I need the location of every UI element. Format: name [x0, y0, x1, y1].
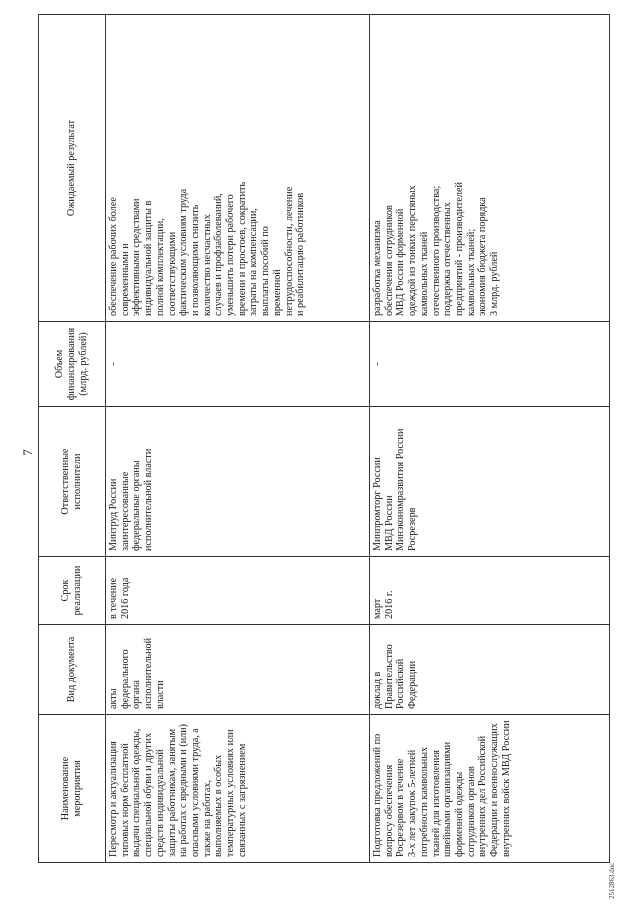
cell-term: март 2016 г. — [370, 557, 610, 625]
cell-executors: Минпромторг России МВД России Минэкономразвития России Росрезерв — [370, 407, 610, 557]
cell-result: обеспечение рабочих более современными и эффективными средствами индивидуальной защиты в полной комплектации, соответствующими фактическим условиям труда и позволяющими снизить количество несчастных случаев и профзаболеваний, уменьшить потери рабочего времени и простоев, сократить затраты на компенсации, выплаты пособий по временной нетрудоспособности, лечение и реабилитацию работников — [106, 15, 370, 322]
measures-table — [38, 14, 610, 863]
cell-funding: - — [370, 322, 610, 407]
table-row — [370, 15, 610, 863]
header-result: Ожидаемый результат — [39, 15, 106, 322]
header-executors: Ответственные исполнители — [39, 407, 106, 557]
header-term: Срок реализации — [39, 557, 106, 625]
page-number: 7 — [20, 449, 35, 456]
header-doc-type: Вид документа — [39, 625, 106, 715]
cell-term: в течение 2016 года — [106, 557, 370, 625]
cell-result: разработка механизма обеспечения сотрудников МВД России форменной одеждой из тонких перстяных камвольных тканей отечественного производства; поддержка отечественных предприятий - производителей камвольных тканей; экономия бюджета порядка 3 млрд. рублей — [370, 15, 610, 322]
cell-doc-type: акты федерального органа исполнительной власти — [106, 625, 370, 715]
header-name: Наименование мероприятия — [39, 715, 106, 863]
cell-funding: - — [106, 322, 370, 407]
table-header-row — [39, 15, 106, 863]
cell-name: Подготовка предложений по вопросу обеспечения Росрезервом в течение 3-х лет закупок 5-летней потребности камвольных тканей для изготовления швейными организациями форменной одежды сотрудников органов внутренних дел Российской Федерации и военнослужащих внутренних войск МВД России — [370, 715, 610, 863]
cell-executors: Минтруд России заинтересованные федеральные органы исполнительной власти — [106, 407, 370, 557]
header-funding: Объем финансирования (млрд. рублей) — [39, 322, 106, 407]
cell-doc-type: доклад в Правительство Российской Федерации — [370, 625, 610, 715]
table-row — [106, 15, 370, 863]
cell-name: Пересмотр и актуализация типовых норм бесплатной выдачи специальной одежды, специальной обуви и других средств индивидуальной защиты работникам, занятым на работах с вредными и (или) опасными условиями труда, а также на работах, выполняемых в особых температурных условиях или связанных с загрязнением — [106, 715, 370, 863]
file-name-footer: 2512863.doc — [608, 862, 616, 899]
